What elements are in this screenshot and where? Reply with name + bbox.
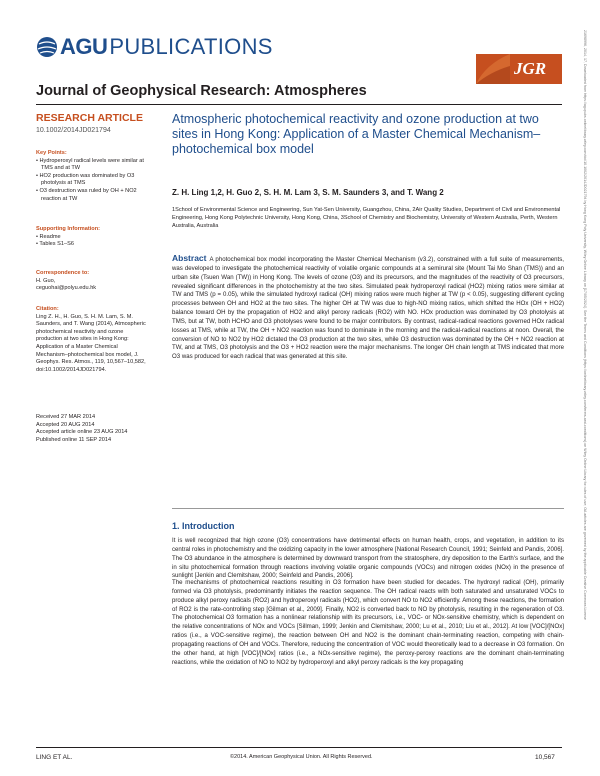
article-dates (36, 414, 146, 444)
header-divider (36, 104, 562, 105)
abstract (172, 254, 564, 362)
globe-icon (36, 36, 58, 58)
footer-divider (36, 747, 562, 748)
jgr-badge (476, 54, 562, 84)
key-points (36, 150, 146, 203)
journal-title: Journal of Geophysical Research: Atmospheres (36, 83, 367, 99)
citation-text: Ling Z. H., H. Guo, S. H. M. Lam, S. M. Saunders, and T. Wang (2014), Atmospheric photochemical reactivity and ozone production at two sites in Hong Kong: Application of a Master Chemical Mechanism–photochemical box model, J. Geophys. Res. Atmos., 119, 10,567–10,582, doi:10.1002/2014JD021794. (36, 313, 146, 373)
abstract-heading: Abstract (172, 253, 207, 263)
footer-author: LING ET AL. (36, 754, 73, 761)
logo-agu-text: AGU (60, 34, 108, 59)
author-affiliations: 1School of Environmental Science and Engineering, Sun Yat-Sen University, Guangzhou, China, 2Air Quality Studies, Department of Civil and Environmental Engineering, Hong Kong Polytechnic University, Hong Kong, China, 3School of Chemistry and Biochemistry, University of Western Australia, Perth, Western Australia, Australia (172, 207, 561, 229)
intro-paragraph-2: The mechanisms of photochemical reactions resulting in O3 formation have been studied for decades. The hydroxyl radical (OH), primarily formed via O3 photolysis, predominantly initiates the reaction sequence. The OH radical reacts with both saturated and unsaturated VOCs to produce alkyl peroxy radicals (RO2) and hydroperoxyl radicals (HO2), which convert NO to NO2 efficiently. Among these reactions, the formation of RO2 is the rate-controlling step [Gilman et al., 2009]. Finally, NO2 is converted back to NO by photolysis, resulting in the regeneration of O3. The photochemical O3 formation has a nonlinear relationship with its precursors, i.e., VOC- or NOx-sensitive chemistry, which is dependent on the relative concentrations of NOx and VOCs [Sillman, 1999; Jenkin and Clemitshaw, 2000; Lu et al., 2010; Liu et al., 2012]. At low [VOC]/[NOx] ratios (i.e., a VOC-sensitive regime), the reaction between OH and NO2 is the dominant chain-terminating reaction, competing with chain-propagating reactions of OH and VOCs. Therefore, reducing the concentration of VOC would theoretically lead to a decrease in O3 formation. On the other hand, at high [VOC]/[NOx] ratios (i.e., a NOx-sensitive regime), the peroxy-peroxy reactions are the dominant chain-terminating reactions, while the oxidation of NO to NO2 by hydroperoxyl and alkyl peroxy radicals is the key propagating (172, 579, 564, 666)
article-doi[interactable]: 10.1002/2014JD021794 (36, 127, 111, 134)
agu-publications-logo[interactable] (36, 34, 273, 60)
supporting-information (36, 226, 146, 249)
introduction-heading: 1. Introduction (172, 521, 235, 531)
correspondence-email[interactable]: ceguohai@polyu.edu.hk (36, 285, 97, 292)
citation-heading: Citation: (36, 306, 59, 312)
download-watermark (579, 30, 587, 750)
correspondence-heading: Correspondence to: (36, 270, 90, 276)
section-divider (172, 508, 564, 509)
abstract-text: A photochemical box model incorporating the Master Chemical Mechanism (v3.2), constrained with a full suite of measurements, was developed to investigate the photochemical reactivity of volatile organic compounds at a semirural site (Mount Tai Mo Shan (TMS)) and an urban site (Tsuen Wan (TW)) in Hong Kong. The levels of ozone (O3) and its precursors, and the magnitudes of the reactivity of O3 precursors, revealed significant differences in the photochemistry at the two sites. Simulated peak hydroperoxyl radical (HO2) mixing ratios were similar at TW and TMS (p = 0.05), while the simulated hydroxyl radical (OH) mixing ratios were much higher at TW (p < 0.05), suggesting different cycling processes between OH and HO2 at the two sites. The higher OH at TW was due to high-NO mixing ratios, which shifted the HOx (OH + HO2) balance toward OH by the propagation of HO2 and alkyl peroxy radicals (RO2) with NO. HOx production was dominated by O3 photolysis at TMS, but at TW, both HCHO and O3 photolyses were found to be major contributors. By contrast, radical-radical reactions governed HOx radical losses at TMS, while at TW, the OH + NO2 reaction was found to dominate in the morning and the radical-radical reactions at noon. Overall, the conversion of NO to NO2 by HO2 dictated the O3 production at the two sites, while O3 destruction was dominated by the OH + NO2 reaction at TW, and at TMS, O3 photolysis and the O3 + HO2 reaction were the major mechanisms. The longer OH chain length at TMS indicated that more O3 was produced for each radical that was generated at this site. (172, 256, 564, 361)
page-number: 10,567 (535, 754, 555, 761)
key-point: • HO2 production was dominated by O3 photolysis at TMS (36, 173, 146, 188)
article-authors: Z. H. Ling 1,2, H. Guo 2, S. H. M. Lam 3, S. M. Saunders 3, and T. Wang 2 (172, 188, 444, 197)
wave-icon (476, 54, 510, 84)
key-points-heading: Key Points: (36, 150, 67, 156)
date-accepted: Accepted 20 AUG 2014 (36, 421, 95, 428)
download-watermark-text: 21698996, 2014, 17, Downloaded from https://agupubs.onlinelibrary.wiley.com/doi/10.1002/2014JD021794 by Hong Kong Poly University, Wiley Online Library on [17/05/2024]. See the Terms and Conditions (https://onlinelibrary.wiley.com/terms-and-conditions) on Wiley Online Library for rules of use; OA articles are governed by the applicable Creative Commons License (583, 30, 587, 620)
date-published: Published online 11 SEP 2014 (36, 436, 112, 443)
supporting-info-heading: Supporting Information: (36, 226, 101, 232)
jgr-label: JGR (514, 59, 547, 78)
article-type: RESEARCH ARTICLE (36, 112, 143, 124)
citation-block (36, 306, 146, 374)
intro-paragraph-1: It is well recognized that high ozone (O3) concentrations have detrimental effects on human health, crops, and vegetation, in addition to its central roles in photochemistry and the oxidizing capacity in the lower atmosphere [National Research Council, 1991; Seinfeld and Pandis, 2006]. The O3 abundance in the atmosphere is determined by downward transport from the stratosphere, dry deposition to the Earth's surface, and the in situ photochemical formation through reactions involving volatile organic compounds (VOCs) and nitrogen oxides (NOx) in the presence of sunlight [Jenkin and Clemitshaw, 2000; Seinfeld and Pandis, 2006]. (172, 537, 564, 580)
correspondence-name: H. Guo, (36, 277, 56, 284)
date-received: Received 27 MAR 2014 (36, 414, 96, 420)
support-item-readme[interactable]: • Readme (36, 234, 146, 242)
key-point: • Hydroperoxyl radical levels were similar at TMS and at TW (36, 158, 146, 173)
date-accepted-online: Accepted article online 23 AUG 2014 (36, 429, 128, 436)
footer-copyright: ©2014. American Geophysical Union. All Rights Reserved. (230, 754, 373, 760)
correspondence (36, 270, 146, 293)
article-title: Atmospheric photochemical reactivity and ozone production at two sites in Hong Kong: Application of a Master Chemical Mechanism–photochemical box model (172, 112, 541, 156)
support-item-tables[interactable]: • Tables S1–S6 (36, 241, 146, 249)
logo-publications-text: PUBLICATIONS (109, 34, 273, 59)
key-point: • O3 destruction was ruled by OH + NO2 reaction at TW (36, 188, 146, 203)
